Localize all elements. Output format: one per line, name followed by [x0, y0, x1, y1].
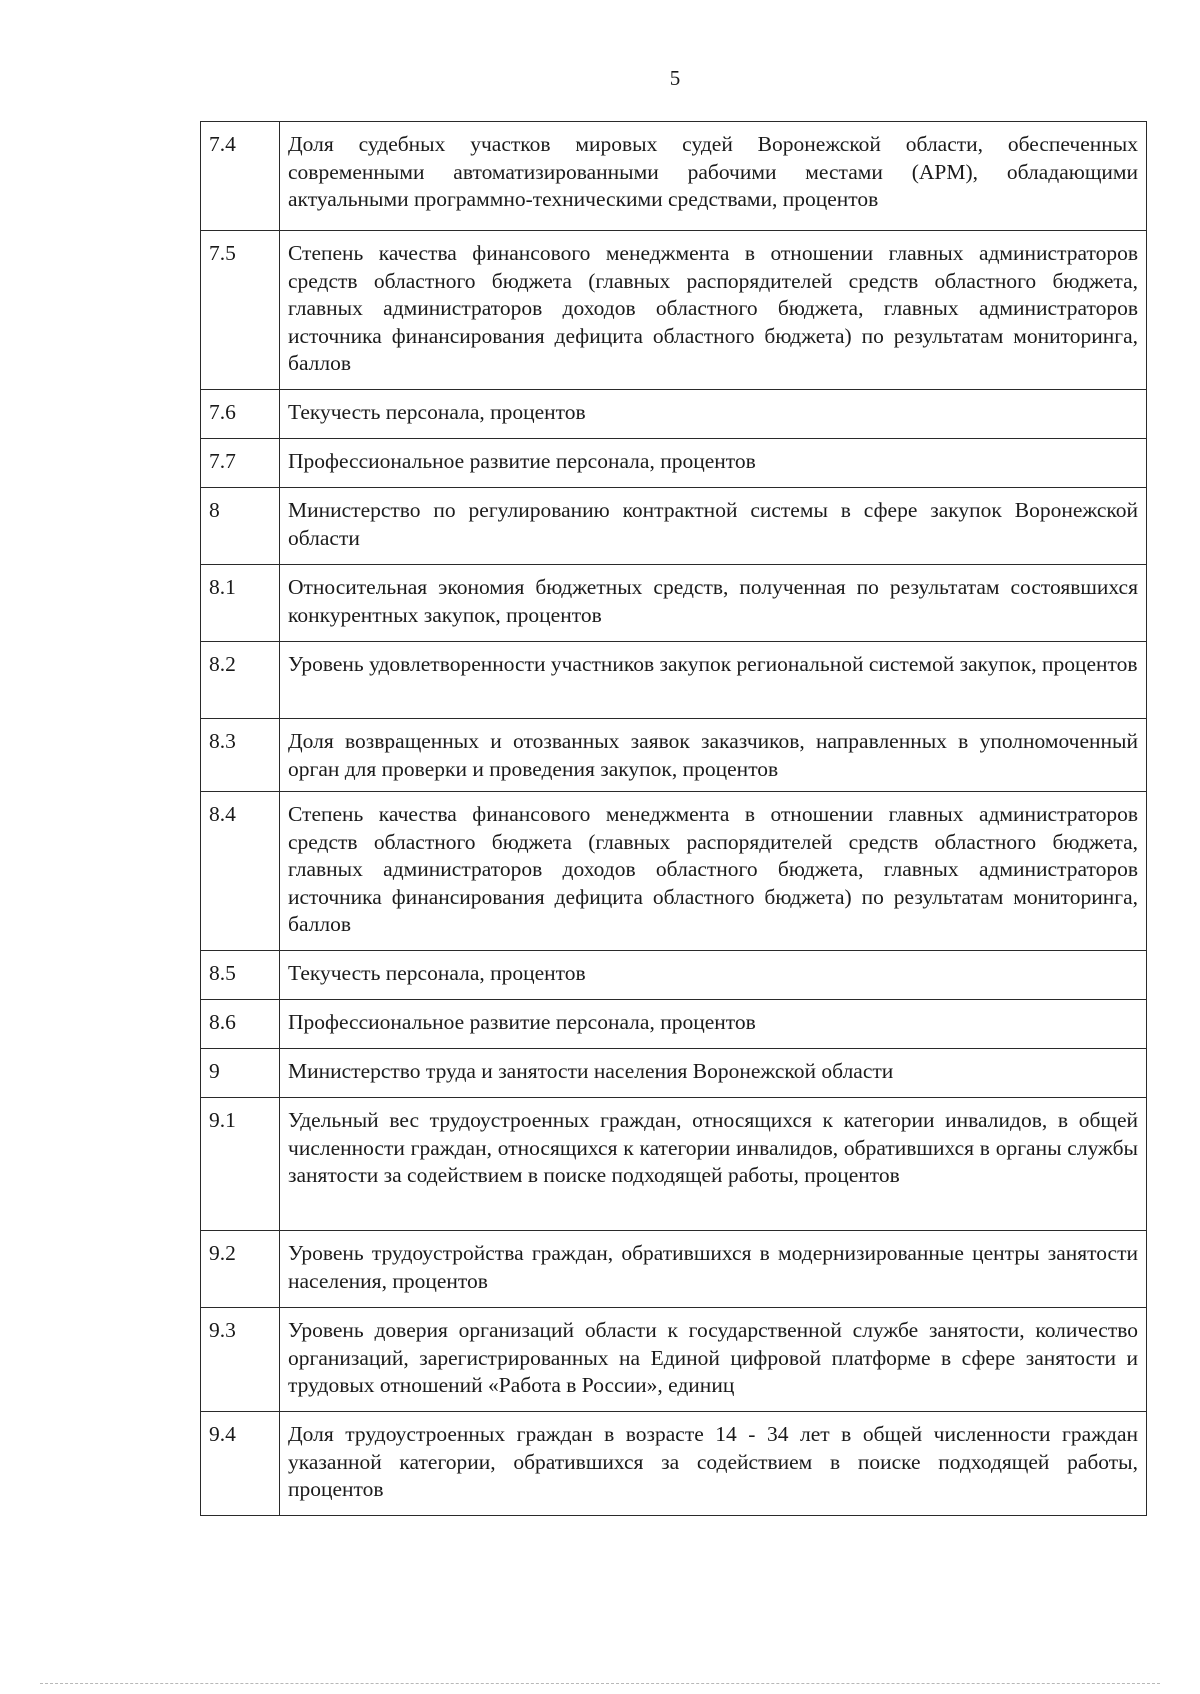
row-text: Доля судебных участков мировых судей Воронежской области, обеспеченных современными автоматизированными рабочими местами (АРМ), обладающими актуальными программно-техническими средствами, процентов: [280, 122, 1147, 231]
table-row: [201, 951, 1147, 1000]
row-text: Министерство труда и занятости населения Воронежской области: [280, 1049, 1147, 1098]
row-text: Относительная экономия бюджетных средств, полученная по результатам состоявшихся конкурентных закупок, процентов: [280, 565, 1147, 642]
table-row: [201, 1231, 1147, 1308]
table-row: [201, 1000, 1147, 1049]
row-number: 9: [201, 1049, 280, 1098]
table-row: [201, 1098, 1147, 1231]
table-row: [201, 792, 1147, 951]
table-row: [201, 719, 1147, 792]
row-number: 9.4: [201, 1412, 280, 1516]
row-number: 8: [201, 488, 280, 565]
row-number: 7.4: [201, 122, 280, 231]
row-text: Профессиональное развитие персонала, процентов: [280, 1000, 1147, 1049]
row-text: Текучесть персонала, процентов: [280, 390, 1147, 439]
row-number: 7.7: [201, 439, 280, 488]
table-row: [201, 231, 1147, 390]
row-number: 8.1: [201, 565, 280, 642]
row-text: Уровень удовлетворенности участников закупок региональной системой закупок, процентов: [280, 642, 1147, 719]
row-text: Уровень доверия организаций области к государственной службе занятости, количество организаций, зарегистрированных на Единой цифровой платформе в сфере занятости и трудовых отношений «Работа в России», единиц: [280, 1308, 1147, 1412]
table-row: [201, 1049, 1147, 1098]
row-number: 9.3: [201, 1308, 280, 1412]
row-text: Доля трудоустроенных граждан в возрасте 14 - 34 лет в общей численности граждан указанной категории, обратившихся за содействием в поиске подходящей работы, процентов: [280, 1412, 1147, 1516]
row-number: 7.6: [201, 390, 280, 439]
table-row: [201, 565, 1147, 642]
row-text: Профессиональное развитие персонала, процентов: [280, 439, 1147, 488]
page-number: 5: [669, 66, 681, 90]
indicators-table: [200, 121, 1147, 1516]
row-number: 8.6: [201, 1000, 280, 1049]
scan-edge-line: [40, 1683, 1160, 1684]
row-text: Доля возвращенных и отозванных заявок заказчиков, направленных в уполномоченный орган для проверки и проведения закупок, процентов: [280, 719, 1147, 792]
table-row: [201, 1308, 1147, 1412]
table-row: [201, 390, 1147, 439]
table-row: [201, 488, 1147, 565]
table-row: [201, 642, 1147, 719]
table-row: [201, 122, 1147, 231]
row-number: 9.2: [201, 1231, 280, 1308]
row-number: 8.4: [201, 792, 280, 951]
row-text: Уровень трудоустройства граждан, обратившихся в модернизированные центры занятости населения, процентов: [280, 1231, 1147, 1308]
table-row: [201, 439, 1147, 488]
row-text: Удельный вес трудоустроенных граждан, относящихся к категории инвалидов, в общей численности граждан, относящихся к категории инвалидов, обратившихся в органы службы занятости за содействием в поиске подходящей работы, процентов: [280, 1098, 1147, 1231]
table-row: [201, 1412, 1147, 1516]
row-number: 9.1: [201, 1098, 280, 1231]
row-number: 8.3: [201, 719, 280, 792]
row-text: Министерство по регулированию контрактной системы в сфере закупок Воронежской области: [280, 488, 1147, 565]
row-text: Степень качества финансового менеджмента в отношении главных администраторов средств областного бюджета (главных распорядителей средств областного бюджета, главных администраторов доходов областного бюджета, главных администраторов источника финансирования дефицита областного бюджета) по результатам мониторинга, баллов: [280, 231, 1147, 390]
row-number: 8.2: [201, 642, 280, 719]
row-number: 7.5: [201, 231, 280, 390]
row-text: Степень качества финансового менеджмента в отношении главных администраторов средств областного бюджета (главных распорядителей средств областного бюджета, главных администраторов доходов областного бюджета, главных администраторов источника финансирования дефицита областного бюджета) по результатам мониторинга, баллов: [280, 792, 1147, 951]
row-text: Текучесть персонала, процентов: [280, 951, 1147, 1000]
row-number: 8.5: [201, 951, 280, 1000]
